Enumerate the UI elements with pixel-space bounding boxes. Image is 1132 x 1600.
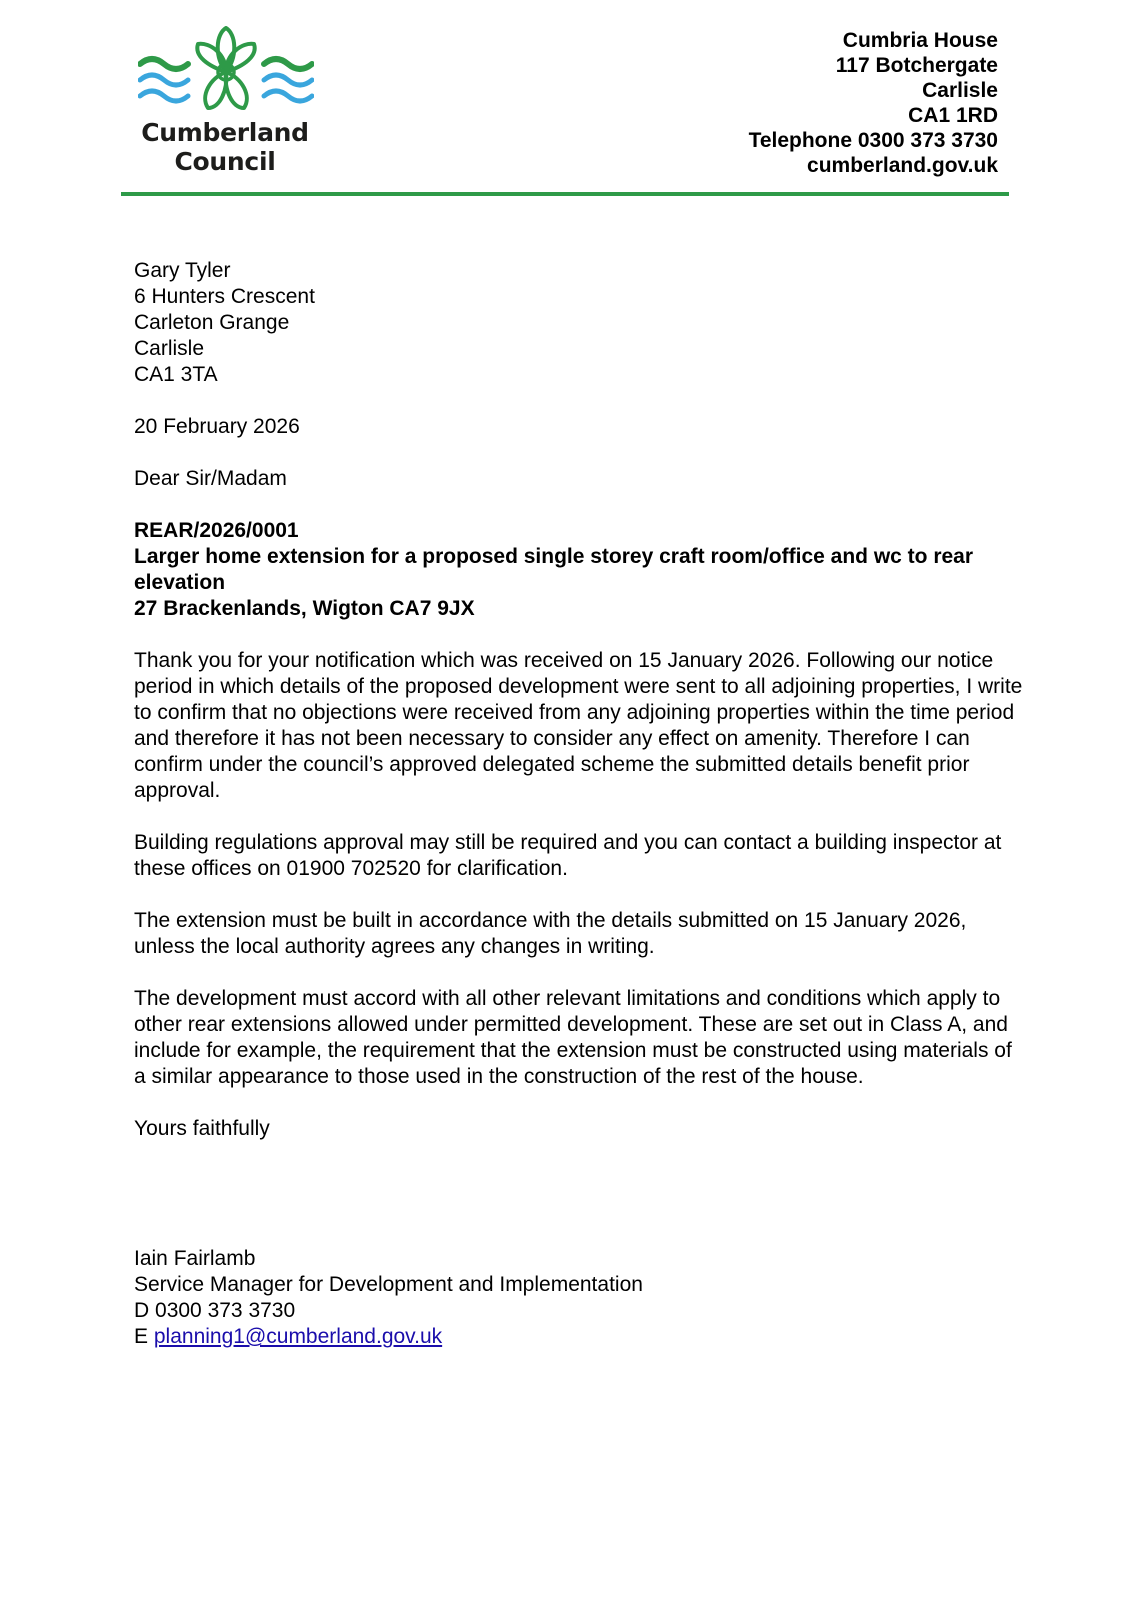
council-address <box>749 28 998 178</box>
logo-line-1: Cumberland <box>141 118 309 147</box>
subject-block <box>134 518 1024 622</box>
header-divider <box>121 192 1009 196</box>
signatory-name: Iain Fairlamb <box>134 1247 256 1270</box>
signatory-title: Service Manager for Development and Implementation <box>134 1273 643 1296</box>
logo-line-2: Council <box>174 147 276 176</box>
closing: Yours faithfully <box>134 1117 270 1140</box>
recipient-address-line: Carlisle <box>134 337 205 360</box>
salutation: Dear Sir/Madam <box>134 467 287 490</box>
signatory-phone <box>134 1299 295 1322</box>
application-description: Larger home extension for a proposed single storey craft room/office and wc to rear elevation <box>134 545 974 594</box>
paragraph: The development must accord with all other relevant limitations and conditions which apply to other rear extensions allowed under permitted development. These are set out in Class A, and include for example, the requirement that the extension must be constructed using materials of a similar appearance to those used in the construction of the rest of the house. <box>134 987 1012 1088</box>
address-line: 117 Botchergate <box>835 54 998 77</box>
council-logo <box>138 26 318 182</box>
address-line: CA1 1RD <box>908 104 998 127</box>
telephone-line: Telephone 0300 373 3730 <box>748 129 998 152</box>
email-link[interactable]: planning1@cumberland.gov.uk <box>153 1325 443 1348</box>
recipient-address-line: Carleton Grange <box>134 311 290 334</box>
signatory-email <box>134 1325 442 1348</box>
phone-prefix: D <box>134 1299 150 1322</box>
paragraph: The extension must be built in accordance with the details submitted on 15 January 2026, unless the local authority agrees any changes in writing. <box>134 909 967 958</box>
recipient-name: Gary Tyler <box>134 259 231 282</box>
paragraph: Thank you for your notification which was received on 15 January 2026. Following our notice period in which details of the proposed development were sent to all adjoining properties, I write to confirm that no objections were received from any adjoining properties within the time period and therefore it has not been necessary to consider any effect on amenity. Therefore I can confirm under the council’s approved delegated scheme the submitted details benefit prior approval. <box>134 649 1023 802</box>
letter-body <box>134 258 1024 1376</box>
recipient-address-line: 6 Hunters Crescent <box>134 285 315 308</box>
email-prefix: E <box>134 1325 149 1348</box>
signature-block <box>134 1246 1024 1350</box>
signature-space <box>134 1168 1024 1246</box>
address-line: Carlisle <box>922 79 998 102</box>
website-line: cumberland.gov.uk <box>807 154 998 177</box>
recipient-address <box>134 258 1024 388</box>
recipient-postcode: CA1 3TA <box>134 363 218 386</box>
site-address: 27 Brackenlands, Wigton CA7 9JX <box>134 597 475 620</box>
logo-wordmark <box>138 118 312 176</box>
letter-date: 20 February 2026 <box>134 415 300 438</box>
application-reference: REAR/2026/0001 <box>134 519 299 542</box>
flower-waves-icon <box>138 26 314 118</box>
paragraph: Building regulations approval may still be required and you can contact a building inspector at these offices on 01900 702520 for clarification. <box>134 831 1002 880</box>
address-line: Cumbria House <box>842 29 998 52</box>
phone-number: 0300 373 3730 <box>155 1299 296 1322</box>
